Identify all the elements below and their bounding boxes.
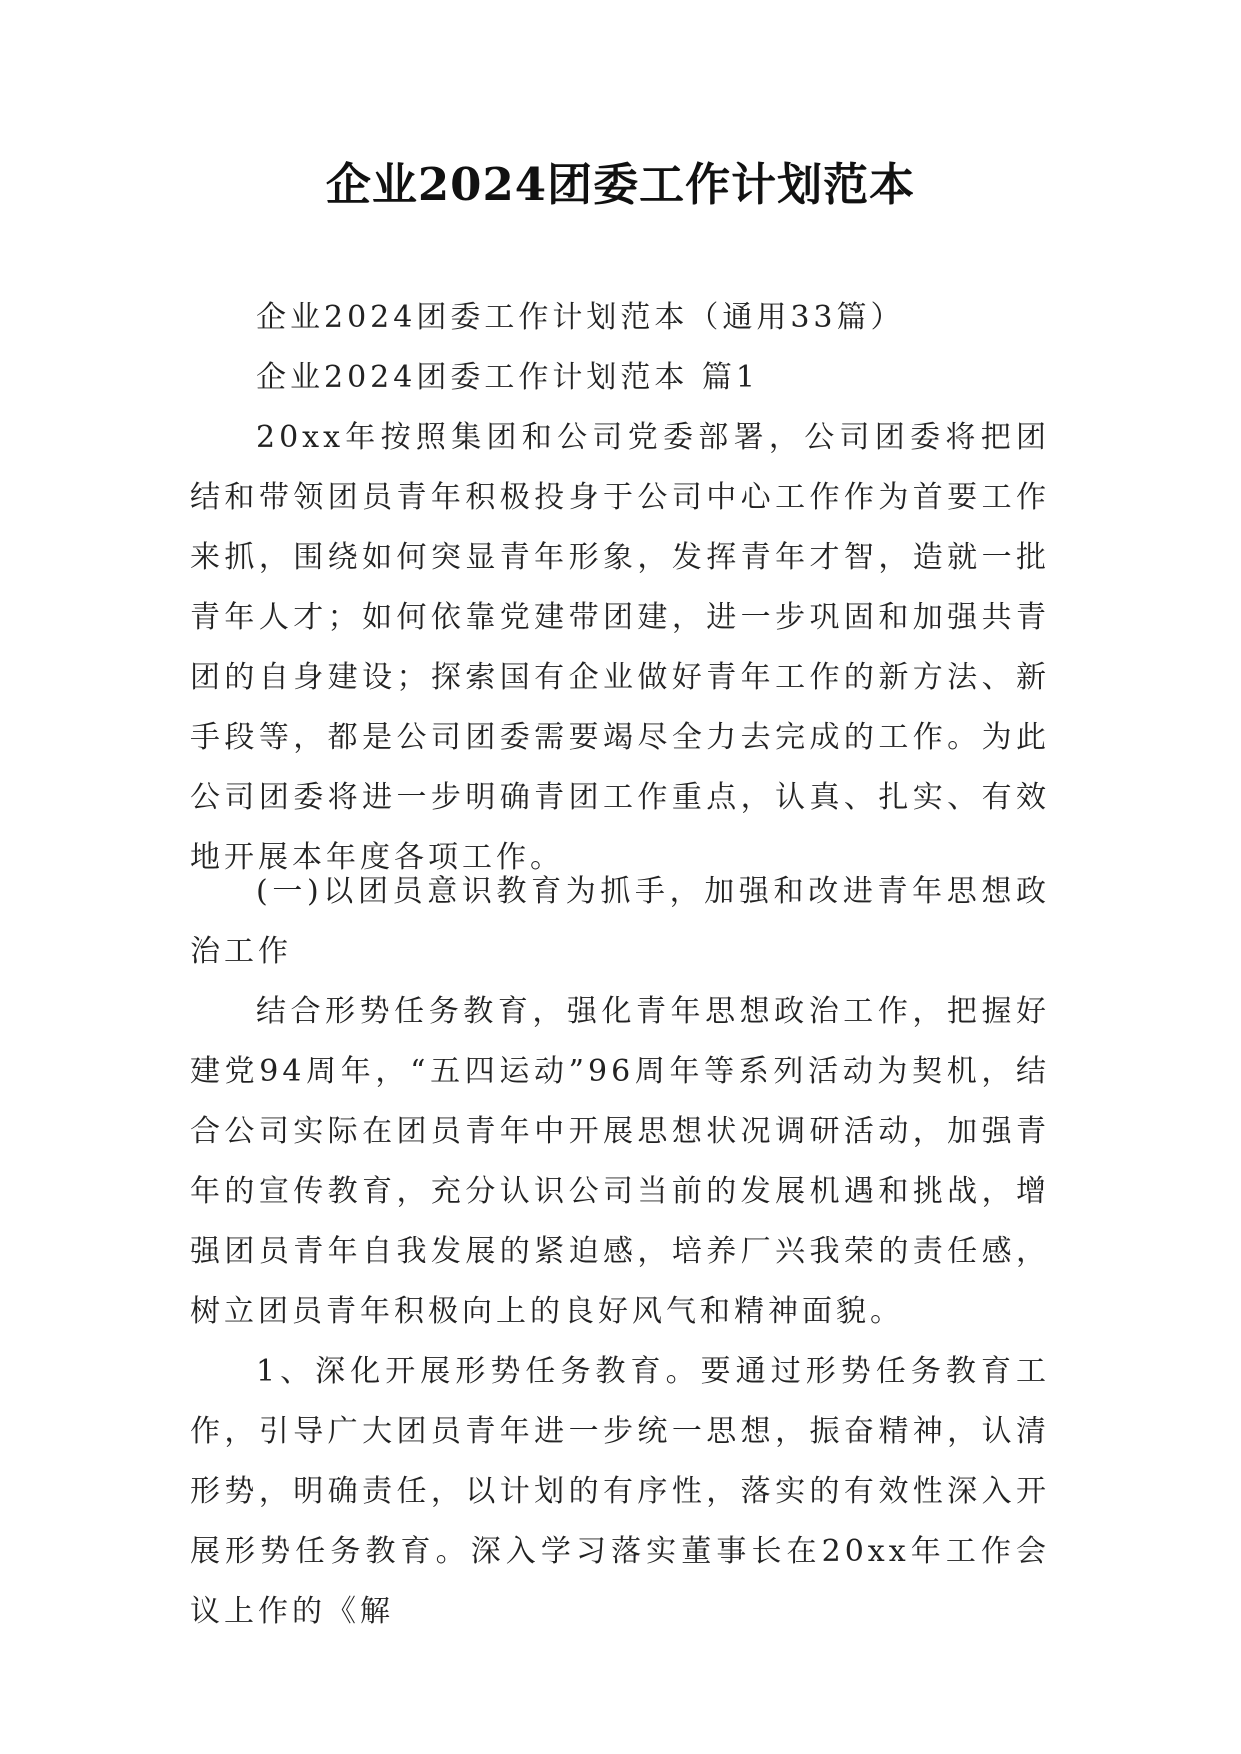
section-heading: 企业2024团委工作计划范本 篇1 xyxy=(256,360,759,395)
heading-section-one: (一)以团员意识教育为抓手，加强和改进青年思想政治工作 xyxy=(190,874,1050,969)
paragraph-item-one: 1、深化开展形势任务教育。要通过形势任务教育工作，引导广大团员青年进一步统一思想，振奋精神，认清形势，明确责任，以计划的有序性，落实的有效性深入开展形势任务教育。深入学习落实董事长在20xx年工作会议上作的《解 xyxy=(190,1354,1050,1629)
document-subtitle: 企业2024团委工作计划范本（通用33篇） xyxy=(256,300,905,335)
document-title: 企业2024团委工作计划范本 xyxy=(325,158,916,211)
document-body-top xyxy=(190,288,1050,888)
document-body-bottom xyxy=(190,862,1050,1642)
paragraph-intro: 20xx年按照集团和公司党委部署，公司团委将把团结和带领团员青年积极投身于公司中心工作作为首要工作来抓，围绕如何突显青年形象，发挥青年才智，造就一批青年人才；如何依靠党建带团建，进一步巩固和加强共青团的自身建设；探索国有企业做好青年工作的新方法、新手段等，都是公司团委需要竭尽全力去完成的工作。为此公司团委将进一步明确青团工作重点，认真、扎实、有效地开展本年度各项工作。 xyxy=(190,420,1050,875)
paragraph-political-work: 结合形势任务教育，强化青年思想政治工作，把握好建党94周年，“五四运动”96周年等系列活动为契机，结合公司实际在团员青年中开展思想状况调研活动，加强青年的宣传教育，充分认识公司当前的发展机遇和挑战，增强团员青年自我发展的紧迫感，培养厂兴我荣的责任感，树立团员青年积极向上的良好风气和精神面貌。 xyxy=(190,994,1050,1329)
